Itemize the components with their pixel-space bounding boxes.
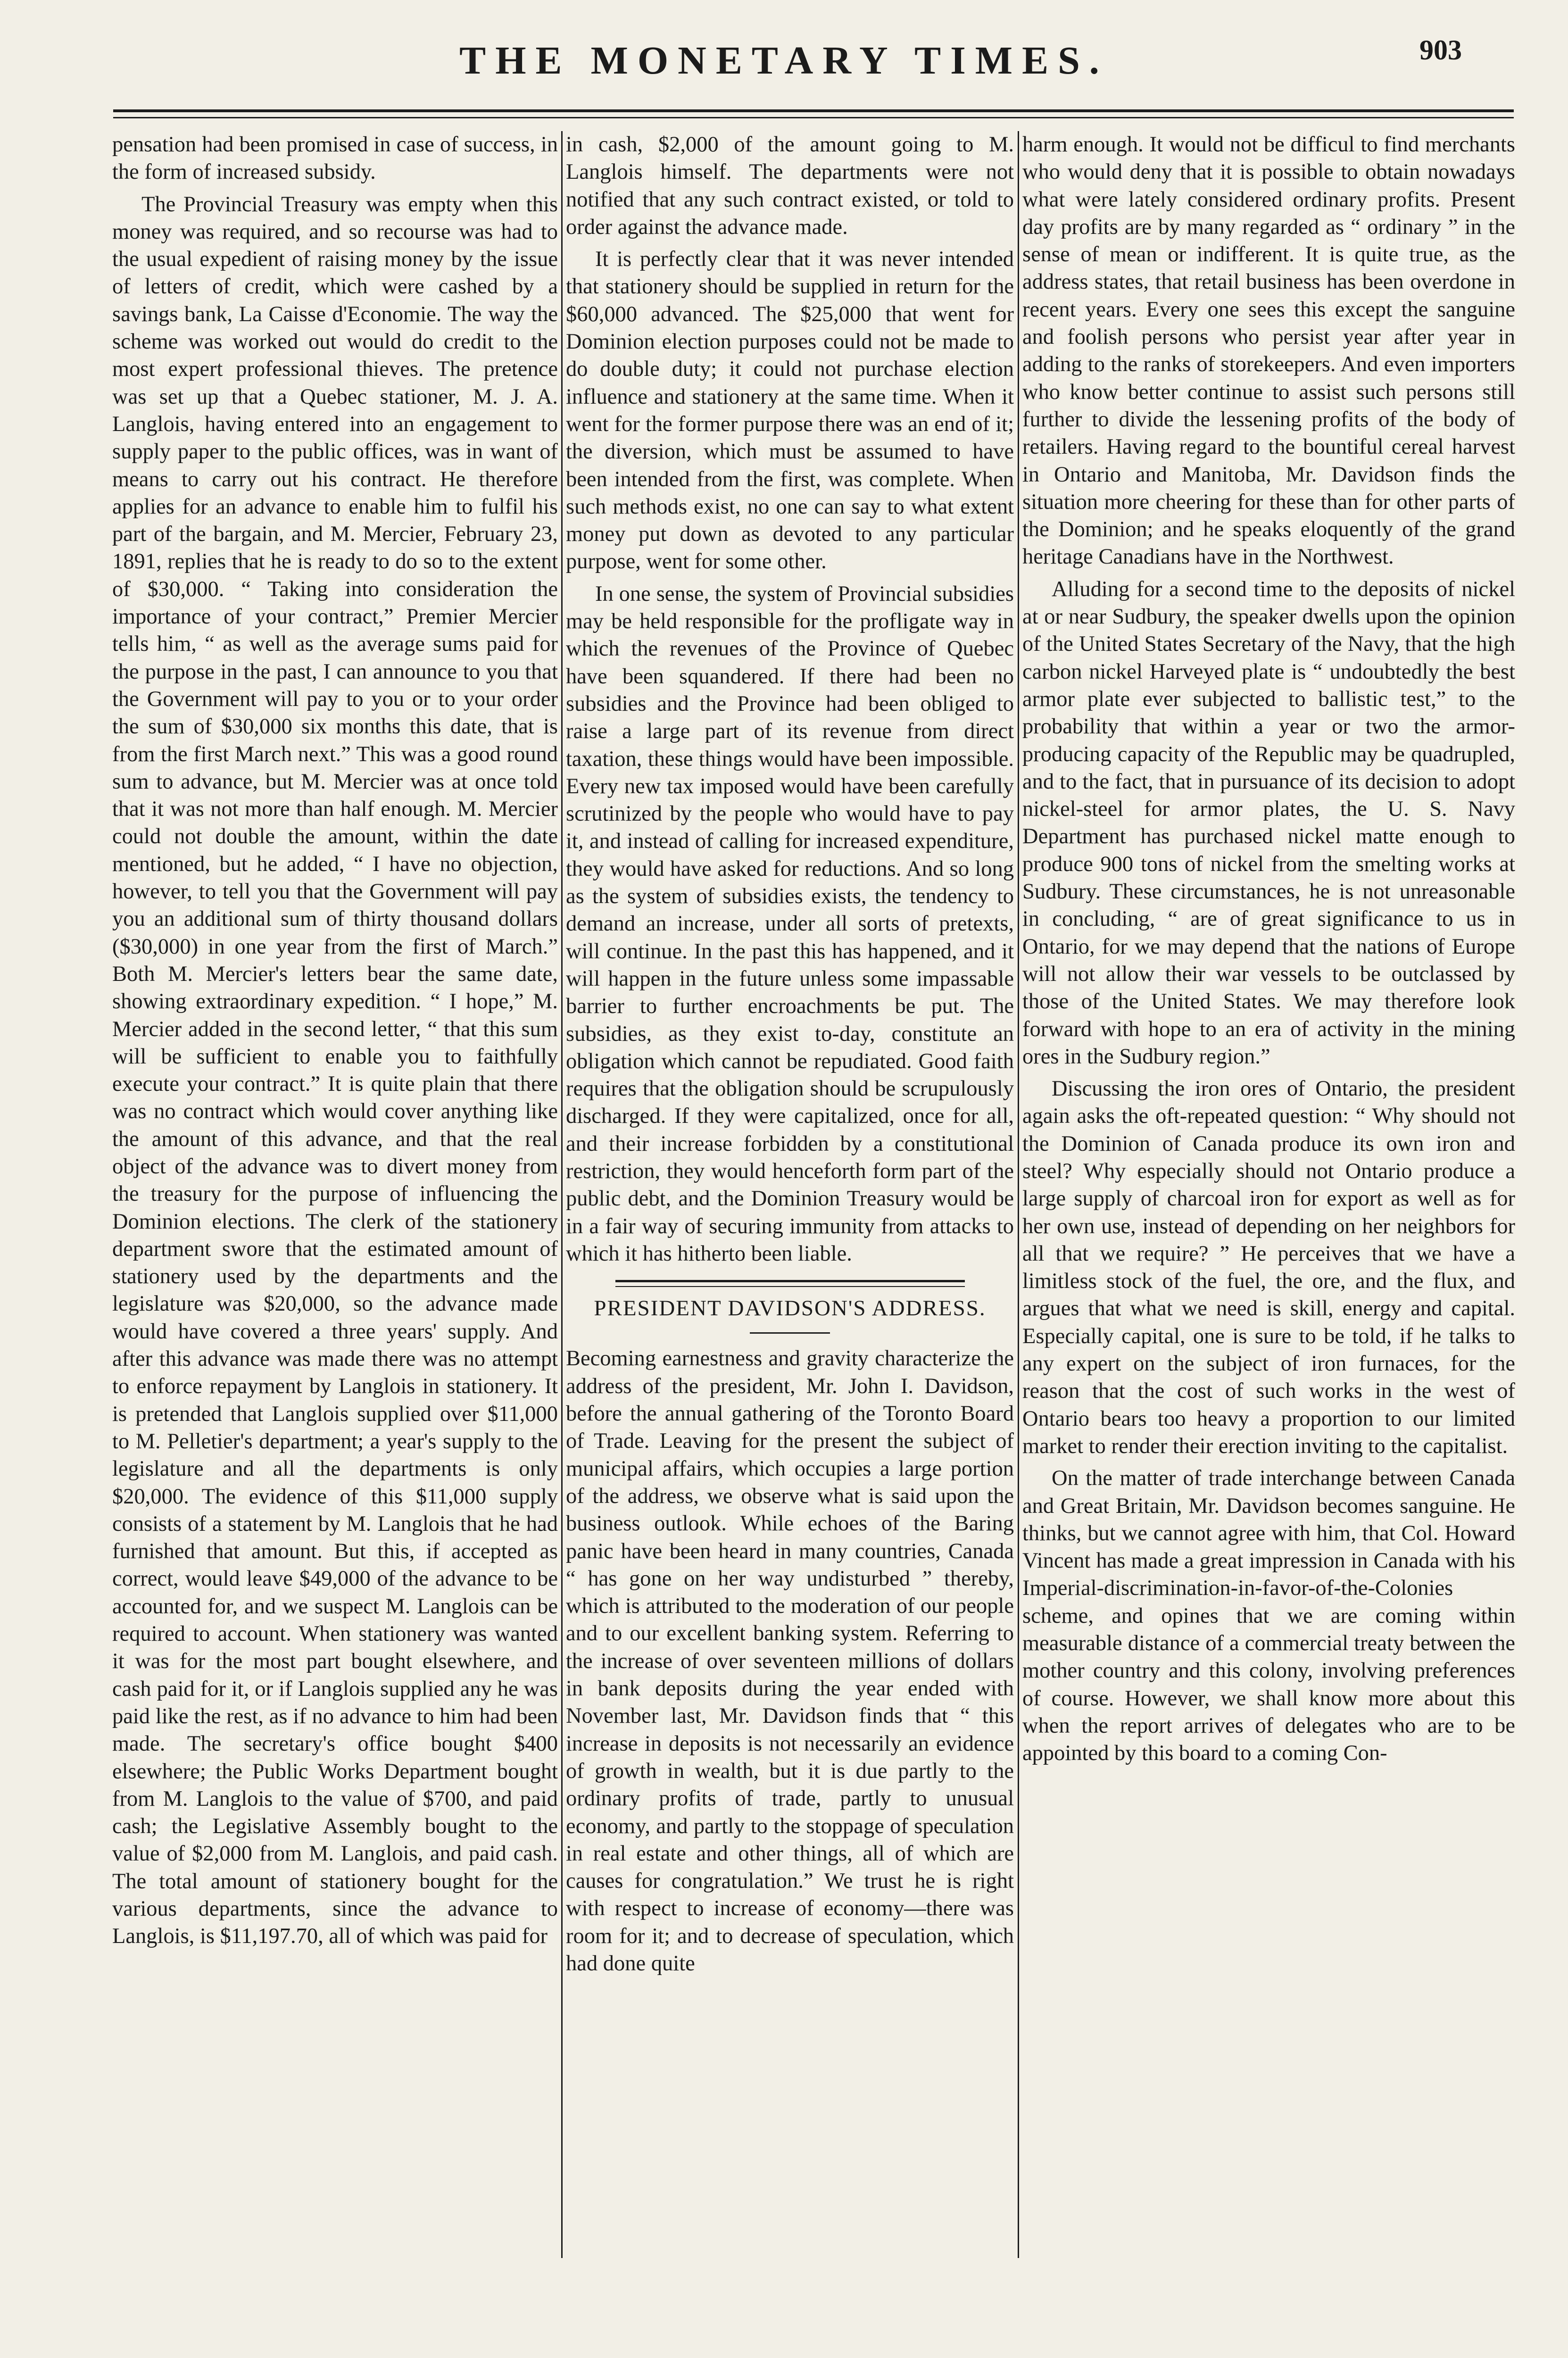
masthead-title: THE MONETARY TIMES.	[459, 39, 1109, 83]
paragraph: pensation had been promised in case of success, in the form of increased subsidy.	[112, 133, 558, 184]
section-heading: PRESIDENT DAVIDSON'S ADDRESS.	[594, 1296, 986, 1321]
paragraph: harm enough. It would not be difficul to find merchants who would deny that it is possible to obtain nowadays what were lately considered ordinary profits. Present day profits are by many regarded as “ ordinary ” in the sense of mean or indifferent. It is quite true, as the address states, that retail business has been overdone in recent years. Every one sees this except the sanguine and foolish persons who persist year after year in adding to the ranks of storekeepers. And even importers who know better continue to assist such persons still further to divide the lessening profits of the body of retailers. Having regard to the bountiful cereal harvest in Ontario and Manitoba, Mr. Davidson finds the situation more cheering for these than for other parts of the Dominion; and he speaks eloquently of the grand heritage Canadians have in the Northwest.	[1022, 133, 1515, 569]
paragraph: Discussing the iron ores of Ontario, the president again asks the oft-repeated question: “ Why should not the Dominion of Canada produce its own iron and steel? Why especially should not Ontario produce a large supply of charcoal iron for export as well as for her own use, instead of depending on her neighbors for all that we require? ” He perceives that we have a limitless stock of the fuel, the ore, and the flux, and argues that what we need is skill, energy and capital. Especially capital, one is sure to be told, if he talks to any expert on the subject of iron furnaces, for the reason that the cost of such works in the west of Ontario bears too heavy a proportion to our limited market to render their erection inviting to the capitalist.	[1022, 1077, 1515, 1458]
paragraph: In one sense, the system of Provincial subsidies may be held responsible for the profligate way in which the revenues of the Province of Quebec have been squandered. If there had been no subsidies and the Province had been obliged to raise a large part of its revenue from direct taxation, these things would have been impossible. Every new tax imposed would have been carefully scrutinized by the people who would have to pay it, and instead of calling for increased expenditure, they would have asked for reductions. And so long as the system of subsidies exists, the tendency to demand an increase, under all sorts of pretexts, will continue. In the past this has happened, and it will happen in the future unless some impassable barrier to further encroachments be put. The subsidies, as they exist to-day, constitute an obligation which cannot be repudiated. Good faith requires that the obligation should be scrupulously discharged. If they were capitalized, once for all, and their increase forbidden by a constitutional restriction, they would henceforth form part of the public debt, and the Dominion Treasury would be in a fair way of securing immunity from attacks to which it has hitherto been liable.	[566, 581, 1014, 1266]
column-2	[566, 131, 1014, 2258]
column-divider-2	[1018, 131, 1019, 2258]
header-rule-thick	[113, 109, 1514, 112]
header-rule-thin	[113, 117, 1514, 118]
column-3	[1022, 131, 1515, 2258]
paragraph: It is perfectly clear that it was never intended that stationery should be supplied in return for the $60,000 advanced. The $25,000 that went for Dominion election purposes could not be made to do double duty; it could not purchase election influence and stationery at the same time. When it went for the former purpose there was an end of it; the diversion, which must be assumed to have been intended from the first, was complete. When such methods exist, no one can say to what extent money put down as devoted to any particular purpose, went for some other.	[566, 247, 1014, 574]
heading-rule	[750, 1332, 830, 1334]
paragraph: Alluding for a second time to the deposits of nickel at or near Sudbury, the speaker dwells upon the opinion of the United States Secretary of the Navy, that the high carbon nickel Harveyed plate is “ undoubtedly the best armor plate ever subjected to ballistic test,” to the probability that within a year or two the armor-producing capacity of the Republic may be quadrupled, and to the fact, that in pursuance of its decision to adopt nickel-steel for armor plates, the U. S. Navy Department has purchased nickel matte enough to produce 900 tons of nickel from the smelting works at Sudbury. These circumstances, he is not unreasonable in concluding, “ are of great significance to us in Ontario, for we may depend that the nations of Europe will not allow their war vessels to be outclassed by those of the United States. We may therefore look forward with hope to an era of activity in the mining ores in the Sudbury region.”	[1022, 577, 1515, 1069]
paragraph: The Provincial Treasury was empty when this money was required, and so recourse was had to the usual expedient of raising money by the issue of letters of credit, which were cashed by a savings bank, La Caisse d'Economie. The way the scheme was worked out would do credit to the most expert professional thieves. The pretence was set up that a Quebec stationer, M. J. A. Langlois, having entered into an engagement to supply paper to the public offices, was in want of means to carry out his contract. He therefore applies for an advance to enable him to fulfil his part of the bargain, and M. Mercier, February 23, 1891, replies that he is ready to do so to the extent of $30,000. “ Taking into consideration the importance of your contract,” Premier Mercier tells him, “ as well as the average sums paid for the purpose in the past, I can announce to you that the Government will pay to you or to your order the sum of $30,000 six months this date, that is from the first March next.” This was a good round sum to advance, but M. Mercier was at once told that it was not more than half enough. M. Mercier could not double the amount, within the date mentioned, but he added, “ I have no objection, however, to tell you that the Government will pay you an additional sum of thirty thousand dollars ($30,000) in one year from the first of March.” Both M. Mercier's letters bear the same date, showing extraordinary expedition. “ I hope,” M. Mercier added in the second letter, “ that this sum will be sufficient to enable you to faithfully execute your contract.” It is quite plain that there was no contract which would cover anything like the amount of this advance, and that the real object of the advance was to divert money from the treasury for the purpose of influencing the Dominion elections. The clerk of the stationery department swore that the estimated amount of stationery used by the departments and the legislature was $20,000, so the advance made would have covered a three years' supply. And after this advance was made there was no attempt to enforce repayment by Langlois in stationery. It is pretended that Langlois supplied over $11,000 to M. Pelletier's department; a year's supply to the legislature and all the departments is only $20,000. The evidence of this $11,000 supply consists of a statement by M. Langlois that he had furnished that amount. But this, if accepted as correct, would leave $49,000 of the advance to be accounted for, and we suspect M. Langlois can be required to account. When stationery was wanted it was for the most part bought elsewhere, and cash paid for it, or if Langlois supplied any he was paid like the rest, as if no advance to him had been made. The secretary's office bought $400 elsewhere; the Public Works Department bought from M. Langlois to the value of $700, and paid cash; the Legislative Assembly bought to the value of $2,000 from M. Langlois, and paid cash. The total amount of stationery bought for the various departments, since the advance to Langlois, is $11,197.70, all of which was paid for	[112, 192, 558, 1949]
column-divider-1	[561, 131, 563, 2258]
page-header	[0, 0, 1568, 108]
paragraph: On the matter of trade interchange between Canada and Great Britain, Mr. Davidson becomes sanguine. He thinks, but we cannot agree with him, that Col. Howard Vincent has made a great impression in Canada with his Imperial-discrimination-in-favor-of-the-Colonies scheme, and opines that we are coming within measurable distance of a commercial treaty between the mother country and this colony, involving preferences of course. However, we shall know more about this when the report arrives of delegates who are to be appointed by this board to a coming Con-	[1022, 1466, 1515, 1766]
paragraph: in cash, $2,000 of the amount going to M. Langlois himself. The departments were not notified that any such contract existed, or told to order against the advance made.	[566, 133, 1014, 239]
section-separator	[615, 1280, 965, 1287]
page-number: 903	[1419, 34, 1462, 66]
column-1	[112, 131, 558, 2258]
paragraph: Becoming earnestness and gravity characterize the address of the president, Mr. John I. Davidson, before the annual gathering of the Toronto Board of Trade. Leaving for the present the subject of municipal affairs, which occupies a large portion of the address, we observe what is said upon the business outlook. While echoes of the Baring panic have been heard in many countries, Canada “ has gone on her way undisturbed ” thereby, which is attributed to the moderation of our people and to our excellent banking system. Referring to the increase of over seventeen millions of dollars in bank deposits during the year ended with November last, Mr. Davidson finds that “ this increase in deposits is not necessarily an evidence of growth in wealth, but it is due partly to the ordinary profits of trade, partly to unusual economy, and partly to the stoppage of speculation in real estate and other things, all of which are causes for congratulation.” We trust he is right with respect to increase of economy—there was room for it; and to decrease of speculation, which had done quite	[566, 1346, 1014, 1976]
